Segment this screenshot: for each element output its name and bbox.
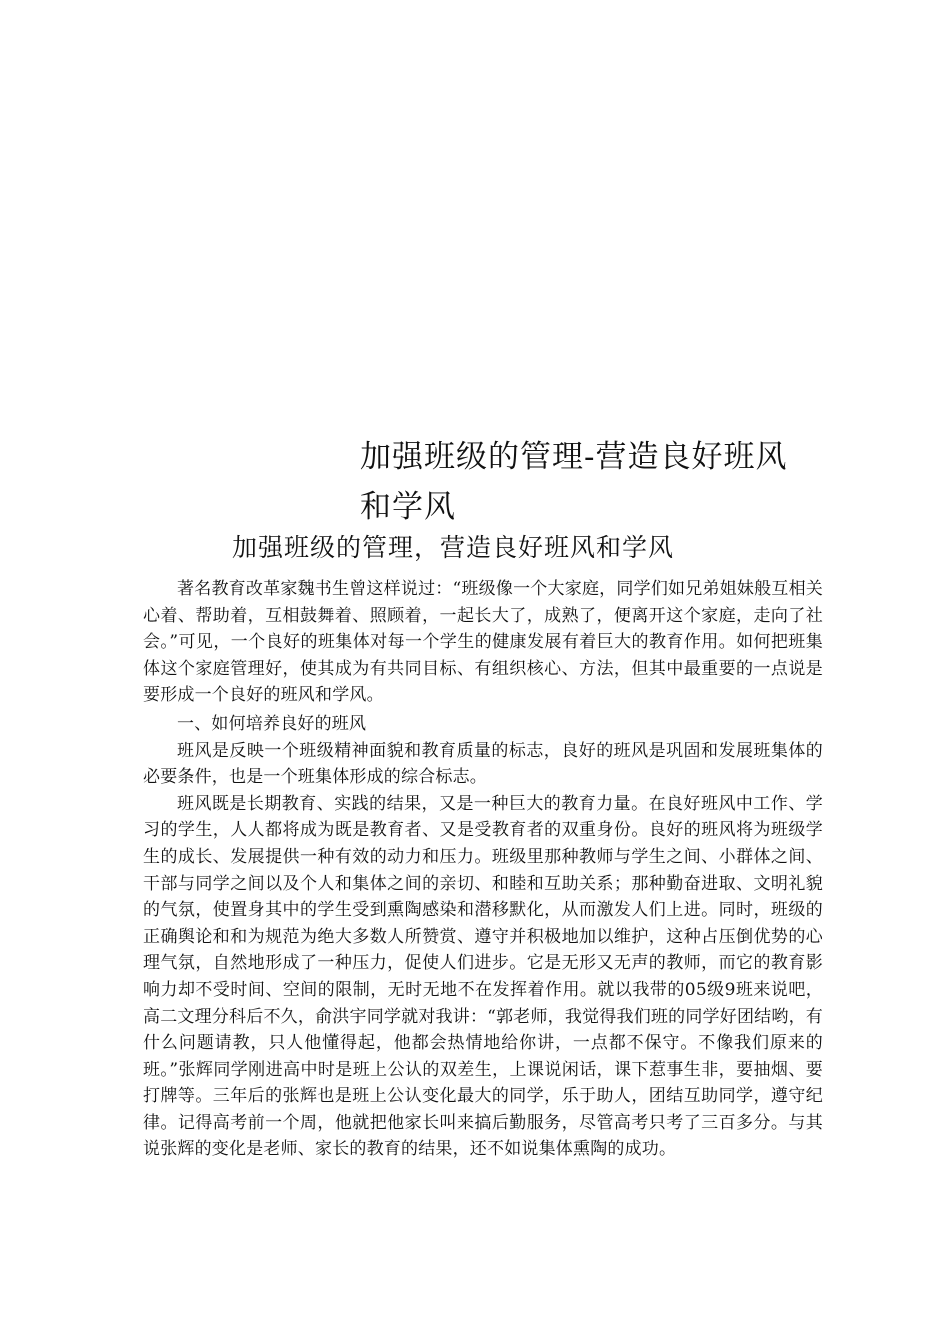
paragraph-definition: 班风是反映一个班级精神面貌和教育质量的标志，良好的班风是巩固和发展班集体的必要条件，也是一个班集体形成的综合标志。	[143, 740, 823, 788]
paragraph-main: 班风既是长期教育、实践的结果，又是一种巨大的教育力量。在良好班风中工作、学习的学生，人人都将成为既是教育者、又是受教育者的双重身份。良好的班风将为班级学生的成长、发展提供一种有效的动力和压力。班级里那种教师与学生之间、小群体之间、干部与同学之间以及个人和集体之间的亲切、和睦和互助关系；那种勤奋进取、文明礼貌的气氛，使置身其中的学生受到熏陶感染和潜移默化，从而激发人们上进。同时，班级的正确舆论和和为规范为绝大多数人所赞赏、遵守并积极地加以维护，这种占压倒优势的心理气氛，自然地形成了一种压力，促使人们进步。它是无形又无声的教师，而它的教育影响力却不受时间、空间的限制，无时无地不在发挥着作用。就以我带的05级9班来说吧，高二文理分科后不久，俞洪宇同学就对我讲：“郭老师，我觉得我们班的同学好团结哟，有什么问题请教，只人他懂得起，他都会热情地给你讲，一点都不保守。不像我们原来的班。”张辉同学刚进高中时是班上公认的双差生，上课说闲话，课下惹事生非，要抽烟、要打牌等。三年后的张辉也是班上公认变化最大的同学，乐于助人，团结互助同学，遵守纪律。记得高考前一个周，他就把他家长叫来搞后勤服务，尽管高考只考了三百多分。与其说张辉的变化是老师、家长的教育的结果，还不如说集体熏陶的成功。	[143, 793, 823, 1160]
document-subtitle: 加强班级的管理，营造良好班风和学风	[232, 533, 675, 562]
paragraph-intro: 著名教育改革家魏书生曾这样说过：“班级像一个大家庭，同学们如兄弟姐妹般互相关心着、帮助着，互相鼓舞着、照顾着，一起长大了，成熟了，便离开这个家庭，走向了社会。”可见，一个良好的班集体对每一个学生的健康发展有着巨大的教育作用。如何把班集体这个家庭管理好，使其成为有共同目标、有组织核心、方法，但其中最重要的一点说是要形成一个良好的班风和学风。	[143, 579, 823, 706]
document-body	[143, 576, 823, 1163]
document-title: 加强班级的管理-营造良好班风和学风	[360, 439, 788, 525]
section-heading: 一、如何培养良好的班风	[177, 713, 367, 734]
